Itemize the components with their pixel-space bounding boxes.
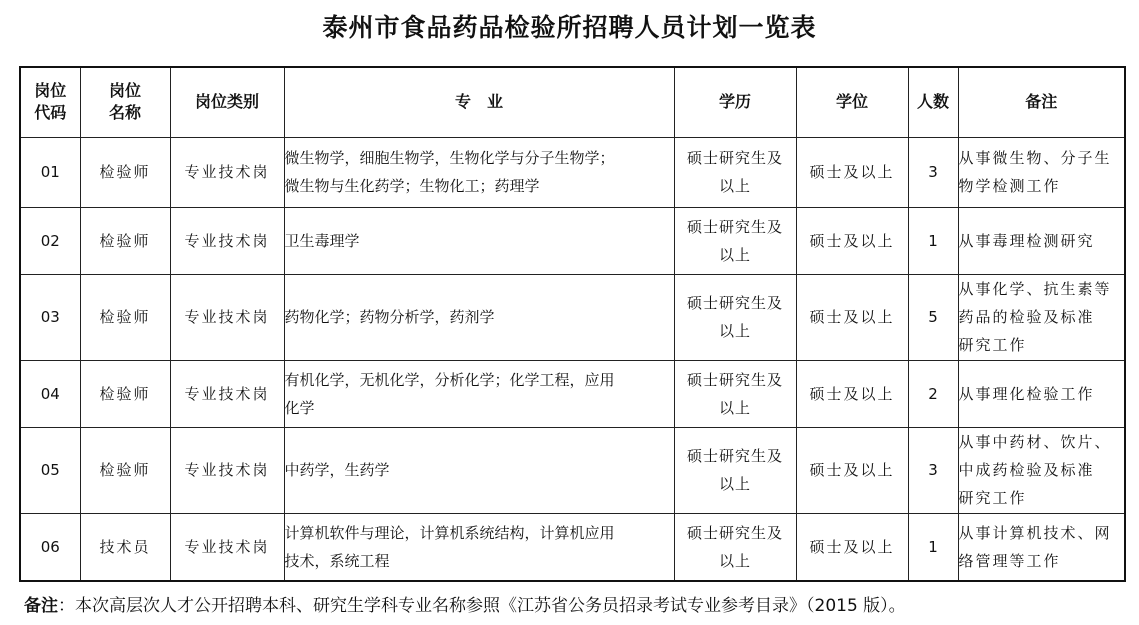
table-row <box>20 137 1125 207</box>
cell-code: 05 <box>20 427 80 513</box>
footnote-label: 备注 <box>24 596 58 616</box>
footnote <box>24 592 1134 620</box>
header-degree: 学位 <box>796 67 908 137</box>
cell-education: 硕士研究生及 以上 <box>674 274 796 360</box>
cell-name: 检验师 <box>80 274 170 360</box>
table-row <box>20 513 1125 581</box>
cell-education: 硕士研究生及 以上 <box>674 360 796 427</box>
cell-remarks: 从事毒理检测研究 <box>958 207 1125 274</box>
footnote-text: ：本次高层次人才公开招聘本科、研究生学科专业名称参照《江苏省公务员招录考试专业参考目录》（2015 版）。 <box>58 596 906 616</box>
cell-education: 硕士研究生及 以上 <box>674 427 796 513</box>
cell-category: 专业技术岗 <box>170 274 284 360</box>
cell-count: 3 <box>908 427 958 513</box>
cell-name: 检验师 <box>80 137 170 207</box>
table-row <box>20 427 1125 513</box>
cell-major: 中药学，生药学 <box>284 427 674 513</box>
cell-major: 药物化学；药物分析学，药剂学 <box>284 274 674 360</box>
cell-code: 04 <box>20 360 80 427</box>
cell-count: 1 <box>908 207 958 274</box>
cell-major: 计算机软件与理论，计算机系统结构，计算机应用 技术，系统工程 <box>284 513 674 581</box>
table-header-row <box>20 67 1125 137</box>
cell-major: 微生物学，细胞生物学，生物化学与分子生物学； 微生物与生化药学；生物化工；药理学 <box>284 137 674 207</box>
recruitment-plan-table <box>19 66 1126 582</box>
cell-degree: 硕士及以上 <box>796 274 908 360</box>
header-count: 人数 <box>908 67 958 137</box>
header-remarks: 备注 <box>958 67 1125 137</box>
cell-count: 2 <box>908 360 958 427</box>
header-name: 岗位 名称 <box>80 67 170 137</box>
cell-name: 检验师 <box>80 360 170 427</box>
cell-education: 硕士研究生及 以上 <box>674 513 796 581</box>
cell-count: 5 <box>908 274 958 360</box>
cell-degree: 硕士及以上 <box>796 513 908 581</box>
cell-count: 3 <box>908 137 958 207</box>
cell-code: 06 <box>20 513 80 581</box>
cell-major: 有机化学，无机化学，分析化学；化学工程，应用 化学 <box>284 360 674 427</box>
header-code: 岗位 代码 <box>20 67 80 137</box>
cell-category: 专业技术岗 <box>170 427 284 513</box>
cell-degree: 硕士及以上 <box>796 427 908 513</box>
cell-code: 02 <box>20 207 80 274</box>
cell-degree: 硕士及以上 <box>796 360 908 427</box>
cell-category: 专业技术岗 <box>170 207 284 274</box>
table-row <box>20 274 1125 360</box>
cell-category: 专业技术岗 <box>170 513 284 581</box>
cell-remarks: 从事微生物、分子生 物学检测工作 <box>958 137 1125 207</box>
table-row <box>20 207 1125 274</box>
page-title: 泰州市食品药品检验所招聘人员计划一览表 <box>322 13 817 42</box>
cell-degree: 硕士及以上 <box>796 207 908 274</box>
cell-name: 检验师 <box>80 427 170 513</box>
cell-degree: 硕士及以上 <box>796 137 908 207</box>
cell-education: 硕士研究生及 以上 <box>674 137 796 207</box>
cell-name: 技术员 <box>80 513 170 581</box>
header-major: 专 业 <box>284 67 674 137</box>
header-education: 学历 <box>674 67 796 137</box>
cell-remarks: 从事化学、抗生素等 药品的检验及标准 研究工作 <box>958 274 1125 360</box>
cell-name: 检验师 <box>80 207 170 274</box>
cell-category: 专业技术岗 <box>170 360 284 427</box>
cell-count: 1 <box>908 513 958 581</box>
cell-remarks: 从事中药材、饮片、 中成药检验及标准 研究工作 <box>958 427 1125 513</box>
cell-major: 卫生毒理学 <box>284 207 674 274</box>
cell-code: 01 <box>20 137 80 207</box>
cell-education: 硕士研究生及 以上 <box>674 207 796 274</box>
header-category: 岗位类别 <box>170 67 284 137</box>
cell-remarks: 从事理化检验工作 <box>958 360 1125 427</box>
cell-code: 03 <box>20 274 80 360</box>
cell-category: 专业技术岗 <box>170 137 284 207</box>
cell-remarks: 从事计算机技术、网 络管理等工作 <box>958 513 1125 581</box>
table-row <box>20 360 1125 427</box>
